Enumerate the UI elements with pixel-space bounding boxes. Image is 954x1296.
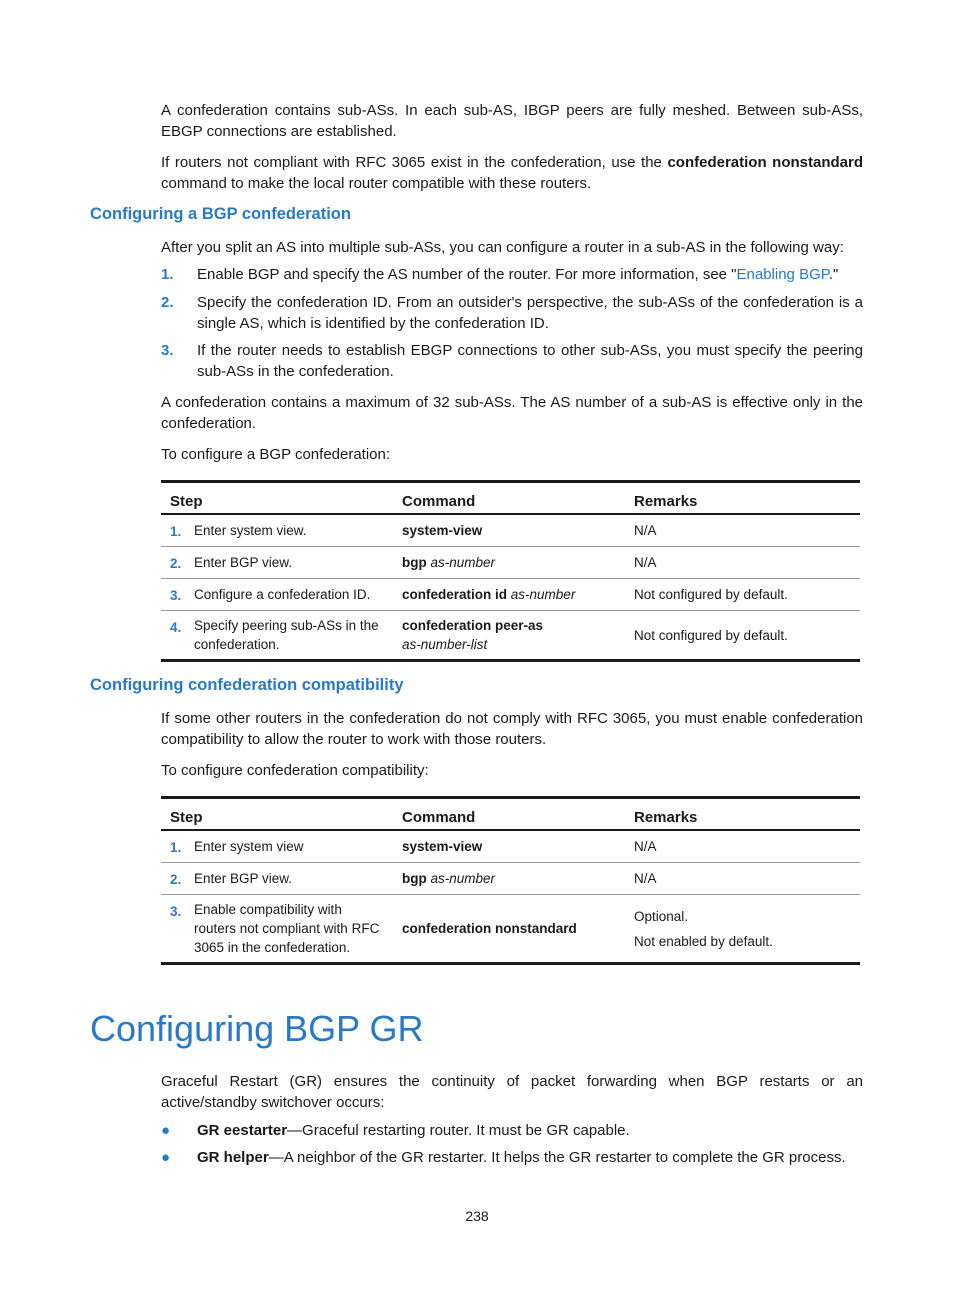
column-header-remarks: Remarks <box>625 482 860 515</box>
table-row <box>161 895 860 964</box>
remarks-cell: N/A <box>625 547 860 579</box>
step-description: Enable compatibility with routers not compliant with RFC 3065 in the confederation. <box>184 895 393 964</box>
table-header-row <box>161 798 860 831</box>
bullet-term: GR eestarter <box>197 1122 288 1139</box>
column-header-step: Step <box>161 798 393 831</box>
bullet-icon: ● <box>161 1149 171 1166</box>
step-text-pre: Enable BGP and specify the AS number of the router. For more information, see " <box>197 266 737 283</box>
step-number: 3. <box>161 342 174 359</box>
table-header-row <box>161 482 860 515</box>
section2-to-configure: To configure confederation compatibility: <box>161 762 429 779</box>
command-keyword: confederation nonstandard <box>402 921 577 936</box>
command-keyword: system-view <box>402 839 483 854</box>
step-number: 1. <box>161 266 174 283</box>
remarks-cell: N/A <box>625 863 860 895</box>
table-row <box>161 611 860 661</box>
step-number: 3. <box>161 895 184 964</box>
table-row <box>161 863 860 895</box>
bgp-confederation-table <box>161 480 860 662</box>
command-cell <box>393 895 625 964</box>
step-text-post: ." <box>828 266 839 283</box>
bullet-description: —Graceful restarting router. It must be GR capable. <box>287 1122 630 1139</box>
step-description: Specify peering sub-ASs in the confederation. <box>184 611 393 661</box>
command-argument: as-number <box>510 587 576 602</box>
step-text: Specify the confederation ID. From an outsider's perspective, the sub-ASs of the confederation is a single AS, which is identified by the confederation ID. <box>197 294 863 332</box>
section1-note: A confederation contains a maximum of 32 sub-ASs. The AS number of a sub-AS is effective only in the confederation. <box>161 394 863 432</box>
bullet-text <box>197 1147 863 1168</box>
remarks-line-1: Optional. <box>634 908 689 924</box>
table-row <box>161 579 860 611</box>
step-description: Enter system view. <box>184 514 393 547</box>
column-header-command: Command <box>393 798 625 831</box>
bullet-text <box>197 1120 863 1141</box>
table-row <box>161 547 860 579</box>
command-argument: as-number <box>430 871 496 886</box>
remarks-cell: N/A <box>625 830 860 863</box>
remarks-cell <box>625 895 860 964</box>
bullet-term: GR helper <box>197 1149 269 1166</box>
page-number: 238 <box>465 1208 489 1224</box>
remarks-cell: N/A <box>625 514 860 547</box>
step-number: 2. <box>161 294 174 311</box>
command-cell <box>393 547 625 579</box>
step-text <box>197 264 863 285</box>
command-argument: as-number-list <box>402 637 488 652</box>
command-cell <box>393 514 625 547</box>
intro-p2-pre: If routers not compliant with RFC 3065 exist in the confederation, use the <box>161 154 668 171</box>
section-heading-bgp-confederation: Configuring a BGP confederation <box>90 205 351 223</box>
table-row <box>161 830 860 863</box>
step-description: Enter BGP view. <box>184 547 393 579</box>
command-cell <box>393 611 625 661</box>
remarks-cell: Not configured by default. <box>625 579 860 611</box>
intro-p2-command: confederation nonstandard <box>667 154 863 171</box>
intro-paragraph-2 <box>161 152 863 194</box>
table-row <box>161 514 860 547</box>
column-header-command: Command <box>393 482 625 515</box>
command-keyword: bgp <box>402 871 427 886</box>
intro-p2-post: command to make the local router compatible with these routers. <box>161 175 592 192</box>
step-number: 1. <box>161 514 184 547</box>
column-header-step: Step <box>161 482 393 515</box>
bullet-icon: ● <box>161 1122 171 1139</box>
intro-paragraph-1: A confederation contains sub-ASs. In each sub-AS, IBGP peers are fully meshed. Between sub-ASs, EBGP connections are established. <box>161 102 863 140</box>
command-keyword: confederation peer-as <box>402 618 544 633</box>
step-text: If the router needs to establish EBGP connections to other sub-ASs, you must specify the peering sub-ASs in the confederation. <box>197 342 863 380</box>
section1-to-configure: To configure a BGP confederation: <box>161 446 391 463</box>
step-description: Enter system view <box>184 830 393 863</box>
remarks-cell: Not configured by default. <box>625 611 860 661</box>
section2-lead: If some other routers in the confederation do not comply with RFC 3065, you must enable confederation compatibility to allow the router to work with those routers. <box>161 710 863 748</box>
step-number: 2. <box>161 863 184 895</box>
column-header-remarks: Remarks <box>625 798 860 831</box>
section-heading-confederation-compatibility: Configuring confederation compatibility <box>90 676 404 694</box>
step-number: 3. <box>161 579 184 611</box>
remarks-line-2: Not enabled by default. <box>634 933 773 949</box>
command-cell <box>393 830 625 863</box>
step-number: 1. <box>161 830 184 863</box>
step-description: Configure a confederation ID. <box>184 579 393 611</box>
command-keyword: system-view <box>402 523 483 538</box>
chapter-title: Configuring BGP GR <box>90 1008 424 1049</box>
command-keyword: bgp <box>402 555 427 570</box>
chapter-lead: Graceful Restart (GR) ensures the continuity of packet forwarding when BGP restarts or an active/standby switchover occurs: <box>161 1073 863 1111</box>
command-keyword: confederation id <box>402 587 508 602</box>
section1-lead: After you split an AS into multiple sub-ASs, you can configure a router in a sub-AS in the following way: <box>161 239 844 256</box>
command-cell <box>393 863 625 895</box>
step-description: Enter BGP view. <box>184 863 393 895</box>
step-number: 2. <box>161 547 184 579</box>
command-cell <box>393 579 625 611</box>
bullet-description: —A neighbor of the GR restarter. It helps the GR restarter to complete the GR process. <box>268 1149 846 1166</box>
command-argument: as-number <box>430 555 496 570</box>
confederation-compatibility-table <box>161 796 860 965</box>
enabling-bgp-link[interactable]: Enabling BGP <box>736 266 829 283</box>
step-number: 4. <box>161 611 184 661</box>
